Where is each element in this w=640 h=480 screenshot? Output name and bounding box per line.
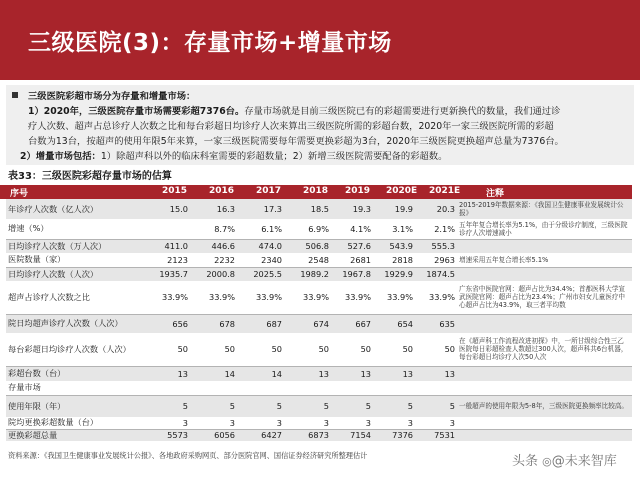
row-label: 院均更换彩超数量（台） [6, 417, 140, 429]
cell-value: 3 [140, 417, 190, 429]
table-row [6, 333, 632, 366]
watermark-logo-icon: ◎ [542, 455, 552, 468]
cell-value: 50 [415, 333, 457, 366]
table-row [6, 381, 632, 395]
row-label: 彩超台数（台） [6, 366, 140, 381]
cell-value: 2232 [190, 253, 237, 267]
cell-value: 3 [190, 417, 237, 429]
cell-value [331, 381, 373, 395]
row-label: 增速（%） [6, 219, 140, 239]
table-row [6, 366, 632, 381]
table-row [6, 239, 632, 253]
cell-value: 7154 [331, 429, 373, 441]
table-row [6, 314, 632, 333]
cell-value: 654 [373, 314, 415, 333]
cell-value: 5 [284, 395, 331, 417]
intro-p2-line [20, 148, 632, 162]
cell-value: 3 [415, 417, 457, 429]
col-header-label: 序号 [10, 189, 29, 199]
cell-value: 2123 [140, 253, 190, 267]
cell-value: 2548 [284, 253, 331, 267]
data-table [6, 199, 632, 441]
cell-value: 16.3 [190, 199, 237, 219]
watermark [512, 450, 617, 469]
cell-value: 555.3 [415, 239, 457, 253]
cell-value: 527.6 [331, 239, 373, 253]
cell-value [373, 381, 415, 395]
cell-value: 5 [373, 395, 415, 417]
cell-value: 2681 [331, 253, 373, 267]
cell-value [415, 381, 457, 395]
cell-value: 6427 [237, 429, 284, 441]
cell-value: 2.1% [415, 219, 457, 239]
row-label: 医院数量（家） [6, 253, 140, 267]
cell-value: 50 [284, 333, 331, 366]
cell-value: 33.9% [373, 281, 415, 314]
intro-heading: 三级医院彩超市场分为存量和增量市场： [28, 91, 196, 102]
cell-value: 2340 [237, 253, 284, 267]
table-row [6, 281, 632, 314]
cell-value: 13 [331, 366, 373, 381]
cell-value: 446.6 [190, 239, 237, 253]
cell-value: 3 [373, 417, 415, 429]
cell-value: 13 [140, 366, 190, 381]
row-note: 五年年复合增长率为5.1%，由于分级诊疗制度，三级医院诊疗人次增速减小 [457, 219, 632, 239]
row-note [457, 417, 632, 429]
row-note: 在《超声科工作流程改进初探》中，一所甘级综合性三乙医院每日彩超检查人数超过300人次，超声科共6台机器，每台彩超日均诊疗人次50人次 [457, 333, 632, 366]
cell-value: 33.9% [415, 281, 457, 314]
cell-value: 6.1% [237, 219, 284, 239]
cell-value: 5 [190, 395, 237, 417]
intro-p1-line1 [28, 103, 632, 117]
cell-value: 33.9% [140, 281, 190, 314]
cell-value: 8.7% [190, 219, 237, 239]
cell-value: 50 [237, 333, 284, 366]
cell-value: 14 [237, 366, 284, 381]
cell-value: 7531 [415, 429, 457, 441]
cell-value: 7376 [373, 429, 415, 441]
table-row [6, 199, 632, 219]
intro-p1-lead: 1）2020年，三级医院存量市场需要彩超7376台。 [28, 106, 245, 117]
cell-value: 1989.2 [284, 267, 331, 281]
cell-value [237, 381, 284, 395]
cell-value: 3 [284, 417, 331, 429]
table-row [6, 219, 632, 239]
cell-value: 13 [415, 366, 457, 381]
cell-value: 474.0 [237, 239, 284, 253]
cell-value: 1935.7 [140, 267, 190, 281]
cell-value: 6873 [284, 429, 331, 441]
cell-value: 2818 [373, 253, 415, 267]
col-header-2018: 2018 [303, 186, 329, 196]
col-header-notes: 注释 [486, 189, 505, 199]
table-title: 表33：三级医院彩超存量市场的估算 [8, 171, 172, 182]
bullet-square-icon [12, 92, 18, 98]
cell-value: 15.0 [140, 199, 190, 219]
cell-value: 50 [140, 333, 190, 366]
row-note [457, 429, 632, 441]
col-header-2019: 2019 [345, 186, 371, 196]
intro-box [6, 85, 634, 165]
table-row [6, 429, 632, 441]
cell-value: 411.0 [140, 239, 190, 253]
cell-value: 543.9 [373, 239, 415, 253]
cell-value: 4.1% [331, 219, 373, 239]
row-note: 增速采用五年复合增长率5.1% [457, 253, 632, 267]
cell-value: 687 [237, 314, 284, 333]
cell-value: 5 [140, 395, 190, 417]
row-note: 一般超声的使用年限为5-8年，三级医院更换频率比较高。 [457, 395, 632, 417]
row-label: 日均诊疗人次数（万人次） [6, 239, 140, 253]
row-note: 广东省中医院官网：超声占比为34.4%；首都医科大学宣武医院官网：超声占比为23.4%；广州市妇女儿童医疗中心超声占比为43.9%，取三者平均数 [457, 281, 632, 314]
col-header-2020e: 2020E [386, 186, 418, 196]
cell-value [284, 381, 331, 395]
row-label: 超声占诊疗人次数之比 [6, 281, 140, 314]
cell-value: 19.3 [331, 199, 373, 219]
cell-value [140, 219, 190, 239]
source-note: 资料来源：《我国卫生健康事业发展统计公报》、各地政府采购网页、部分医院官网、国信证券经济研究所整理估计 [8, 451, 368, 460]
col-header-2015: 2015 [162, 186, 188, 196]
intro-p1-text-1: 存量市场就是目前三级医院已有的彩超需要进行更新换代的数量，我们通过诊 [244, 106, 561, 117]
row-label: 更换彩超总量 [6, 429, 140, 441]
cell-value: 18.5 [284, 199, 331, 219]
cell-value: 13 [373, 366, 415, 381]
cell-value [140, 381, 190, 395]
cell-value: 5 [415, 395, 457, 417]
watermark-prefix: 头条 [512, 454, 539, 469]
cell-value: 5573 [140, 429, 190, 441]
intro-p1-line2: 疗人次数、超声占总诊疗人次数之比和每台彩超日均诊疗人次来算出三级医院所需的彩超台数，2020年一家三级医院所需的彩超 [28, 121, 554, 132]
cell-value: 6056 [190, 429, 237, 441]
cell-value: 667 [331, 314, 373, 333]
cell-value: 3 [237, 417, 284, 429]
cell-value: 50 [331, 333, 373, 366]
table-row [6, 417, 632, 429]
intro-heading-line [6, 88, 634, 102]
row-note [457, 239, 632, 253]
row-label: 年诊疗人次数（亿人次） [6, 199, 140, 219]
cell-value: 1967.8 [331, 267, 373, 281]
col-header-2017: 2017 [256, 186, 282, 196]
row-label: 使用年限（年） [6, 395, 140, 417]
row-label: 每台彩超日均诊疗人次数（人次） [6, 333, 140, 366]
col-header-2016: 2016 [209, 186, 235, 196]
row-note [457, 314, 632, 333]
cell-value: 2000.8 [190, 267, 237, 281]
row-label: 日均诊疗人次数（人次） [6, 267, 140, 281]
cell-value [190, 381, 237, 395]
cell-value: 33.9% [284, 281, 331, 314]
cell-value: 1874.5 [415, 267, 457, 281]
row-note: 2015-2019年数据来源：《我国卫生健康事业发展统计公报》 [457, 199, 632, 219]
cell-value: 17.3 [237, 199, 284, 219]
cell-value: 656 [140, 314, 190, 333]
cell-value: 2963 [415, 253, 457, 267]
row-note [457, 381, 632, 395]
cell-value: 19.9 [373, 199, 415, 219]
cell-value: 50 [190, 333, 237, 366]
table-header-row [0, 185, 632, 199]
cell-value: 33.9% [331, 281, 373, 314]
cell-value: 1929.9 [373, 267, 415, 281]
cell-value: 3 [331, 417, 373, 429]
cell-value: 678 [190, 314, 237, 333]
col-header-2021e: 2021E [429, 186, 461, 196]
table-row [6, 267, 632, 281]
row-note [457, 267, 632, 281]
watermark-handle: @未来智库 [551, 454, 617, 469]
row-label: 存量市场 [6, 381, 140, 395]
cell-value: 635 [415, 314, 457, 333]
cell-value: 33.9% [190, 281, 237, 314]
intro-p2-lead: 2）增量市场包括： [20, 151, 101, 162]
cell-value: 14 [190, 366, 237, 381]
cell-value: 3.1% [373, 219, 415, 239]
row-label: 院日均超声诊疗人次数（人次） [6, 314, 140, 333]
table-row [6, 395, 632, 417]
cell-value: 20.3 [415, 199, 457, 219]
cell-value: 506.8 [284, 239, 331, 253]
page-title: 三级医院(3)：存量市场+增量市场 [28, 30, 392, 56]
title-banner [0, 0, 640, 80]
cell-value: 50 [373, 333, 415, 366]
cell-value: 5 [237, 395, 284, 417]
cell-value: 5 [331, 395, 373, 417]
cell-value: 33.9% [237, 281, 284, 314]
table-row [6, 253, 632, 267]
cell-value: 2025.5 [237, 267, 284, 281]
intro-p2-text: 1）除超声科以外的临床科室需要的彩超数量；2）新增三级医院需要配备的彩超数。 [100, 151, 448, 162]
intro-p1-line3: 台数为13台，按超声的使用年限5年来算，一家三级医院需要每年需要更换彩超为3台，2020年三级医院更换超声总量为7376台。 [28, 136, 564, 147]
cell-value: 6.9% [284, 219, 331, 239]
cell-value: 13 [284, 366, 331, 381]
row-note [457, 366, 632, 381]
cell-value: 674 [284, 314, 331, 333]
